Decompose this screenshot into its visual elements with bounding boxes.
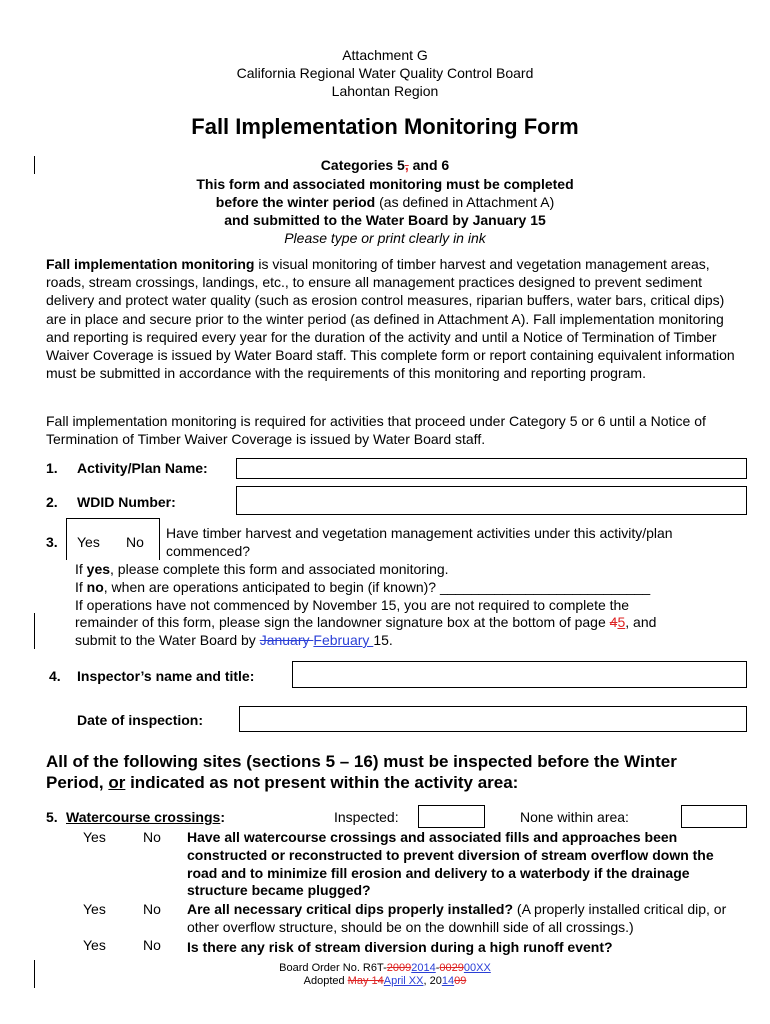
intro-text: is visual monitoring of timber harvest and vegetation management areas, roads, stream crossings, landings, etc., to ensure all management practices designed to prevent sediment delivery and protect water quality (such as erosion control measures, riparian buffers, water bars, critical dips) are in place and secure prior to the winter period (as defined in Attachment A). Fall implementation monitoring and reporting is required every year for the duration of the activity and until a Notice of Termination of Timber Waiver Coverage is issued by Water Board staff. This complete form or report containing equivalent information must be submitted in accordance with the requirements of this monitoring and reporting program. bbox=[46, 256, 735, 382]
q5c-no[interactable]: No bbox=[143, 937, 161, 953]
categories-post: and 6 bbox=[408, 157, 450, 173]
page-deleted: 4 bbox=[609, 614, 618, 630]
section-5-title bbox=[66, 809, 225, 825]
q5b-normal: (A properly installed critical dip, or other overflow structure, should be on the downhill side of all crossings.) bbox=[187, 901, 727, 935]
activity-plan-name-field[interactable] bbox=[236, 458, 747, 479]
item-1-number: 1. bbox=[46, 460, 58, 476]
if-yes-instruction bbox=[75, 561, 449, 577]
board-name: California Regional Water Quality Control Board bbox=[236, 65, 534, 81]
footer-adopted bbox=[0, 975, 770, 987]
categories-line bbox=[0, 157, 770, 173]
adopted-mid: , 20 bbox=[423, 975, 442, 987]
adopted-del: May 14 bbox=[347, 975, 384, 987]
winter-period-label: before the winter period bbox=[215, 194, 376, 210]
month-deleted: January bbox=[259, 632, 314, 648]
order-ins2: 00XX bbox=[463, 962, 491, 974]
if-no-pre: If bbox=[75, 579, 87, 595]
q5c-bold: Is there any risk of stream diversion during a high runoff event? bbox=[187, 939, 613, 955]
commenced-no-option[interactable]: No bbox=[126, 534, 144, 550]
order-ins1: 2014 bbox=[411, 962, 436, 974]
sites-heading-line1: All of the following sites (sections 5 – 16) must be inspected before the Winter bbox=[46, 752, 677, 771]
intro-paragraph bbox=[46, 255, 740, 382]
none-within-area-label: None within area: bbox=[520, 809, 629, 825]
order-del2: 0029 bbox=[439, 962, 464, 974]
inspected-checkbox[interactable] bbox=[418, 805, 485, 828]
q5b-bold: Are all necessary critical dips properly installed? bbox=[187, 901, 514, 917]
if-no-instruction[interactable] bbox=[75, 579, 650, 595]
q5a-no[interactable]: No bbox=[143, 829, 161, 845]
adopted-ins: April XX bbox=[383, 975, 424, 987]
instructions-note: Please type or print clearly in ink bbox=[284, 230, 486, 246]
item-2-label: WDID Number: bbox=[77, 494, 176, 510]
q5b-yes[interactable]: Yes bbox=[83, 901, 106, 917]
if-yes-pre: If bbox=[75, 561, 87, 577]
section-5-colon: : bbox=[220, 809, 225, 825]
month-inserted: February bbox=[313, 632, 374, 648]
categories-deleted: , bbox=[404, 157, 409, 173]
subtitle-line3 bbox=[0, 194, 770, 210]
categories-pre: Categories 5 bbox=[320, 157, 405, 173]
inspected-label: Inspected: bbox=[334, 809, 399, 825]
heading-pre: Period, bbox=[46, 773, 109, 792]
intro-paragraph-2: Fall implementation monitoring is required for activities that proceed under Category 5 or 6 until a Notice of Termination of Timber Waiver Coverage is issued by Water Board staff. bbox=[46, 413, 706, 448]
order-sep: - bbox=[435, 962, 440, 974]
heading-post: indicated as not present within the activity area: bbox=[125, 773, 519, 792]
q5c-question bbox=[187, 939, 747, 957]
nov-line2-post: , and bbox=[625, 614, 657, 630]
nov-line3-post: 15. bbox=[373, 632, 393, 648]
q5c-yes[interactable]: Yes bbox=[83, 937, 106, 953]
november-instruction-1: If operations have not commenced by November 15, you are not required to complete the bbox=[75, 597, 630, 613]
item-4-number: 4. bbox=[49, 668, 61, 684]
date-of-inspection-field[interactable] bbox=[239, 706, 747, 732]
subtitle-line2: This form and associated monitoring must be completed bbox=[196, 176, 574, 192]
item-4-label: Inspector’s name and title: bbox=[77, 668, 255, 684]
footer-board-order bbox=[0, 962, 770, 974]
nov-line3-pre: submit to the Water Board by bbox=[75, 632, 260, 648]
if-yes-bold: yes bbox=[86, 561, 111, 577]
order-del1: 2009 bbox=[386, 962, 412, 974]
if-yes-post: , please complete this form and associated monitoring. bbox=[110, 561, 449, 577]
november-instruction-2 bbox=[75, 614, 656, 630]
section-5-number: 5. bbox=[46, 809, 58, 825]
item-2-number: 2. bbox=[46, 494, 58, 510]
heading-or: or bbox=[108, 773, 126, 792]
if-no-post: , when are operations anticipated to begin (if known)? ___________________________ bbox=[103, 579, 651, 595]
if-no-bold: no bbox=[86, 579, 104, 595]
sites-heading-line2 bbox=[46, 773, 518, 793]
q5a-question bbox=[187, 829, 747, 900]
november-instruction-3 bbox=[75, 632, 393, 648]
change-bar bbox=[34, 613, 35, 649]
commenced-yes-option[interactable]: Yes bbox=[77, 534, 100, 550]
intro-lead: Fall implementation monitoring bbox=[46, 256, 255, 272]
wdid-number-field[interactable] bbox=[236, 486, 747, 515]
item-1-label: Activity/Plan Name: bbox=[77, 460, 208, 476]
none-within-area-checkbox[interactable] bbox=[681, 805, 747, 828]
attachment-ref: (as defined in Attachment A) bbox=[375, 194, 555, 210]
date-of-inspection-label: Date of inspection: bbox=[77, 712, 204, 728]
inspector-name-field[interactable] bbox=[292, 661, 747, 688]
q5a-bold: Have all watercourse crossings and associated fills and approaches been constructed or reconstructed to prevent diversion of stream overflow down the road and to minimize fill erosion and delivery to a waterbody if the drainage structure became plugged? bbox=[187, 829, 714, 899]
item-3-number: 3. bbox=[46, 534, 58, 550]
attachment-label: Attachment G bbox=[342, 47, 428, 63]
order-pre: Board Order No. R6T- bbox=[279, 962, 387, 974]
page-title: Fall Implementation Monitoring Form bbox=[191, 114, 579, 139]
q5a-yes[interactable]: Yes bbox=[83, 829, 106, 845]
section-5-title-text: Watercourse crossings bbox=[66, 809, 221, 825]
q5b-no[interactable]: No bbox=[143, 901, 161, 917]
q5b-question bbox=[187, 901, 747, 937]
year-ins: 14 bbox=[441, 975, 455, 987]
page-inserted: 5 bbox=[617, 614, 626, 630]
adopted-pre: Adopted bbox=[303, 975, 348, 987]
nov-line2-pre: remainder of this form, please sign the landowner signature box at the bottom of page bbox=[75, 614, 610, 630]
subtitle-line4: and submitted to the Water Board by January 15 bbox=[224, 212, 546, 228]
year-del: 09 bbox=[454, 975, 467, 987]
commenced-question: Have timber harvest and vegetation management activities under this activity/plan commenced? bbox=[166, 525, 673, 559]
region-name: Lahontan Region bbox=[331, 83, 439, 99]
